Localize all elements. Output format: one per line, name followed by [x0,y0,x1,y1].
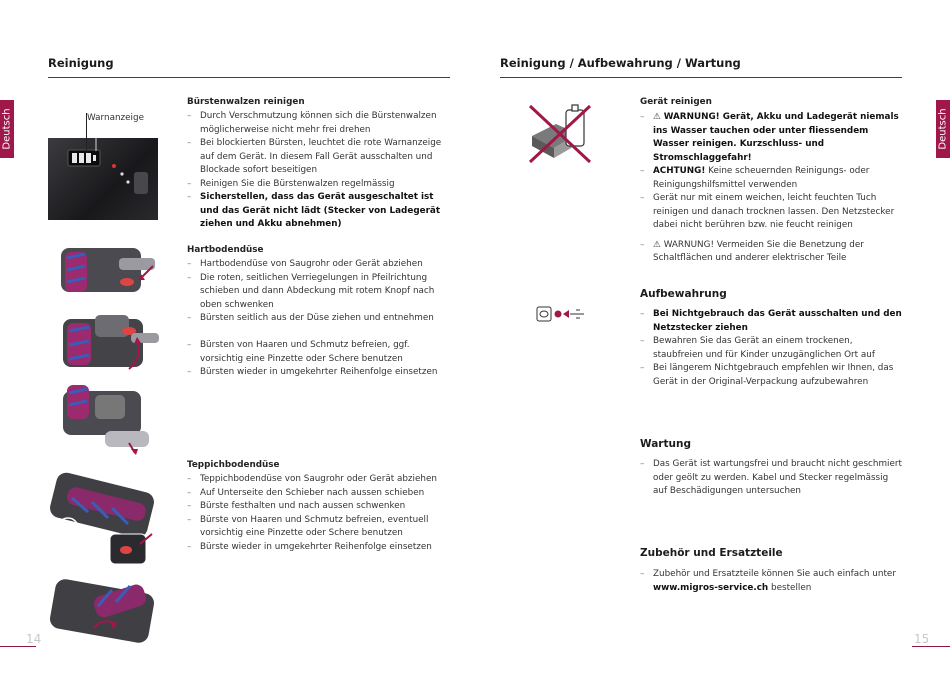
carpet-heading: Teppichbodendüse [187,460,280,470]
list-item: – Gerät nur mit einem weichen, leicht feuchten Tuch reinigen und danach trocknen lassen. Den Netzstecker dabei nicht berühren bzw. nie feucht reinigen [640,192,902,233]
list-item: – Bürsten wieder in umgekehrter Reihenfolge einsetzen [187,366,442,380]
side-tab-left [0,100,14,158]
maintenance-list [640,458,902,499]
parts-suffix: bestellen [771,582,812,593]
list-item: – Bewahren Sie das Gerät an einem trockenen, staubfreien und für Kinder unzugänglichen Ort auf [640,335,902,362]
list-item: – Bürste festhalten und nach aussen schwenken [187,500,442,514]
list-item-attention [640,165,902,192]
footer-rule-left [0,646,36,647]
service-link[interactable]: www.migros-service.ch [653,582,769,593]
list-item: – Auf Unterseite den Schieber nach aussen schieben [187,487,442,501]
list-item: – Bei längerem Nichtgebrauch empfehlen wir Ihnen, das Gerät in der Original-Verpackung aufzubewahren [640,362,902,389]
warning-indicator-label: Warnanzeige [87,113,144,123]
side-tab-left-label: Deutsch [1,108,13,150]
hardfloor-heading: Hartbodendüse [187,245,264,255]
warning-indicator-photo [48,138,158,220]
carpet-nozzle-photo-1 [48,472,158,570]
side-tab-right-label: Deutsch [937,108,949,150]
hardfloor-list-2 [187,339,442,380]
page-number-right: 15 [914,632,930,646]
list-item: – Bei blockierten Bürsten, leuchtet die rote Warnanzeige auf dem Gerät. In diesem Fall Gerät ausschalten und Blockade sofort beseitigen [187,137,452,178]
page-number-left: 14 [26,632,42,646]
list-item: – Die roten, seitlichen Verriegelungen in Pfeilrichtung schieben und dann Abdeckung mit rotem Knopf nach oben schwenken [187,272,447,313]
storage-heading: Aufbewahrung [640,288,727,300]
list-item-bold [187,191,452,232]
list-item: – Reinigen Sie die Bürstenwalzen regelmässig [187,178,452,192]
side-tab-right [936,100,950,158]
clean-device-heading: Gerät reinigen [640,97,712,107]
carpet-nozzle-photo-2 [50,576,158,648]
warning-triangle-icon: ⚠ [653,239,661,250]
right-page-title: Reinigung / Aufbewahrung / Wartung [500,56,741,70]
list-item [640,568,902,595]
list-item: – Bürsten von Haaren und Schmutz befreien, ggf. vorsichtig eine Pinzette oder Schere benutzen [187,339,442,366]
attention-label: ACHTUNG! [653,166,706,176]
left-page-title: Reinigung [48,56,114,70]
hardfloor-nozzle-photo-3 [59,381,159,456]
list-item: – Durch Verschmutzung können sich die Bürstenwalzen möglicherweise nicht mehr frei drehen [187,110,452,137]
storage-list [640,308,902,389]
list-item-warning [640,111,902,165]
list-item: – Bürste wieder in umgekehrter Reihenfolge einsetzen [187,541,442,555]
clean-device-list [640,111,902,266]
hardfloor-list [187,258,447,326]
list-item-bold [640,308,902,335]
hardfloor-nozzle-photo-2 [59,309,164,375]
parts-heading: Zubehör und Ersatzteile [640,547,783,559]
maintenance-heading: Wartung [640,438,691,450]
parts-list [640,568,902,595]
brushroll-safety-text: Sicherstellen, dass das Gerät ausgeschaltet ist und das Gerät nicht lädt (Stecker von Ladegerät ziehen und Akku abnehmen) [200,192,441,229]
warning-indicator-leader-line [86,113,87,153]
list-item: – Hartbodendüse von Saugrohr oder Gerät abziehen [187,258,447,272]
warning-text-buttons: WARNUNG! Vermeiden Sie die Benetzung der Schaltflächen und anderer elektrischer Teile [653,239,864,263]
storage-bold-text: Bei Nichtgebrauch das Gerät ausschalten und den Netzstecker ziehen [653,309,902,333]
no-water-icon [526,102,594,166]
carpet-list [187,473,442,554]
footer-rule-right [912,646,950,647]
brushroll-list [187,110,452,232]
warning-triangle-icon: ⚠ [653,112,661,122]
brushroll-heading: Bürstenwalzen reinigen [187,97,305,107]
list-item: – Teppichbodendüse von Saugrohr oder Gerät abziehen [187,473,442,487]
hardfloor-nozzle-photo-1 [55,236,160,302]
parts-text: Zubehör und Ersatzteile können Sie auch einfach unter [653,569,896,579]
left-title-rule [48,77,450,78]
attention-text: Keine scheuernden Reinigungs- oder Reinigungshilfsmittel verwenden [653,166,870,190]
list-item: – Bürste von Haaren und Schmutz befreien, eventuell vorsichtig eine Pinzette oder Schere benutzen [187,514,442,541]
list-item: – Bürsten seitlich aus der Düse ziehen und entnehmen [187,312,447,326]
list-item: – Das Gerät ist wartungsfrei und braucht nicht geschmiert oder geölt zu werden. Kabel und Stecker regelmässig auf Beschädigungen untersuchen [640,458,902,499]
device-display-drawing [48,138,158,220]
unplug-icon [536,305,586,323]
right-title-rule [500,77,902,78]
warning-text-water: WARNUNG! Gerät, Akku und Ladegerät niemals ins Wasser tauchen oder unter fliessendem Wasser reinigen. Kurzschluss- und Stromschlaggefahr! [653,112,899,163]
list-item-warning [640,239,902,266]
